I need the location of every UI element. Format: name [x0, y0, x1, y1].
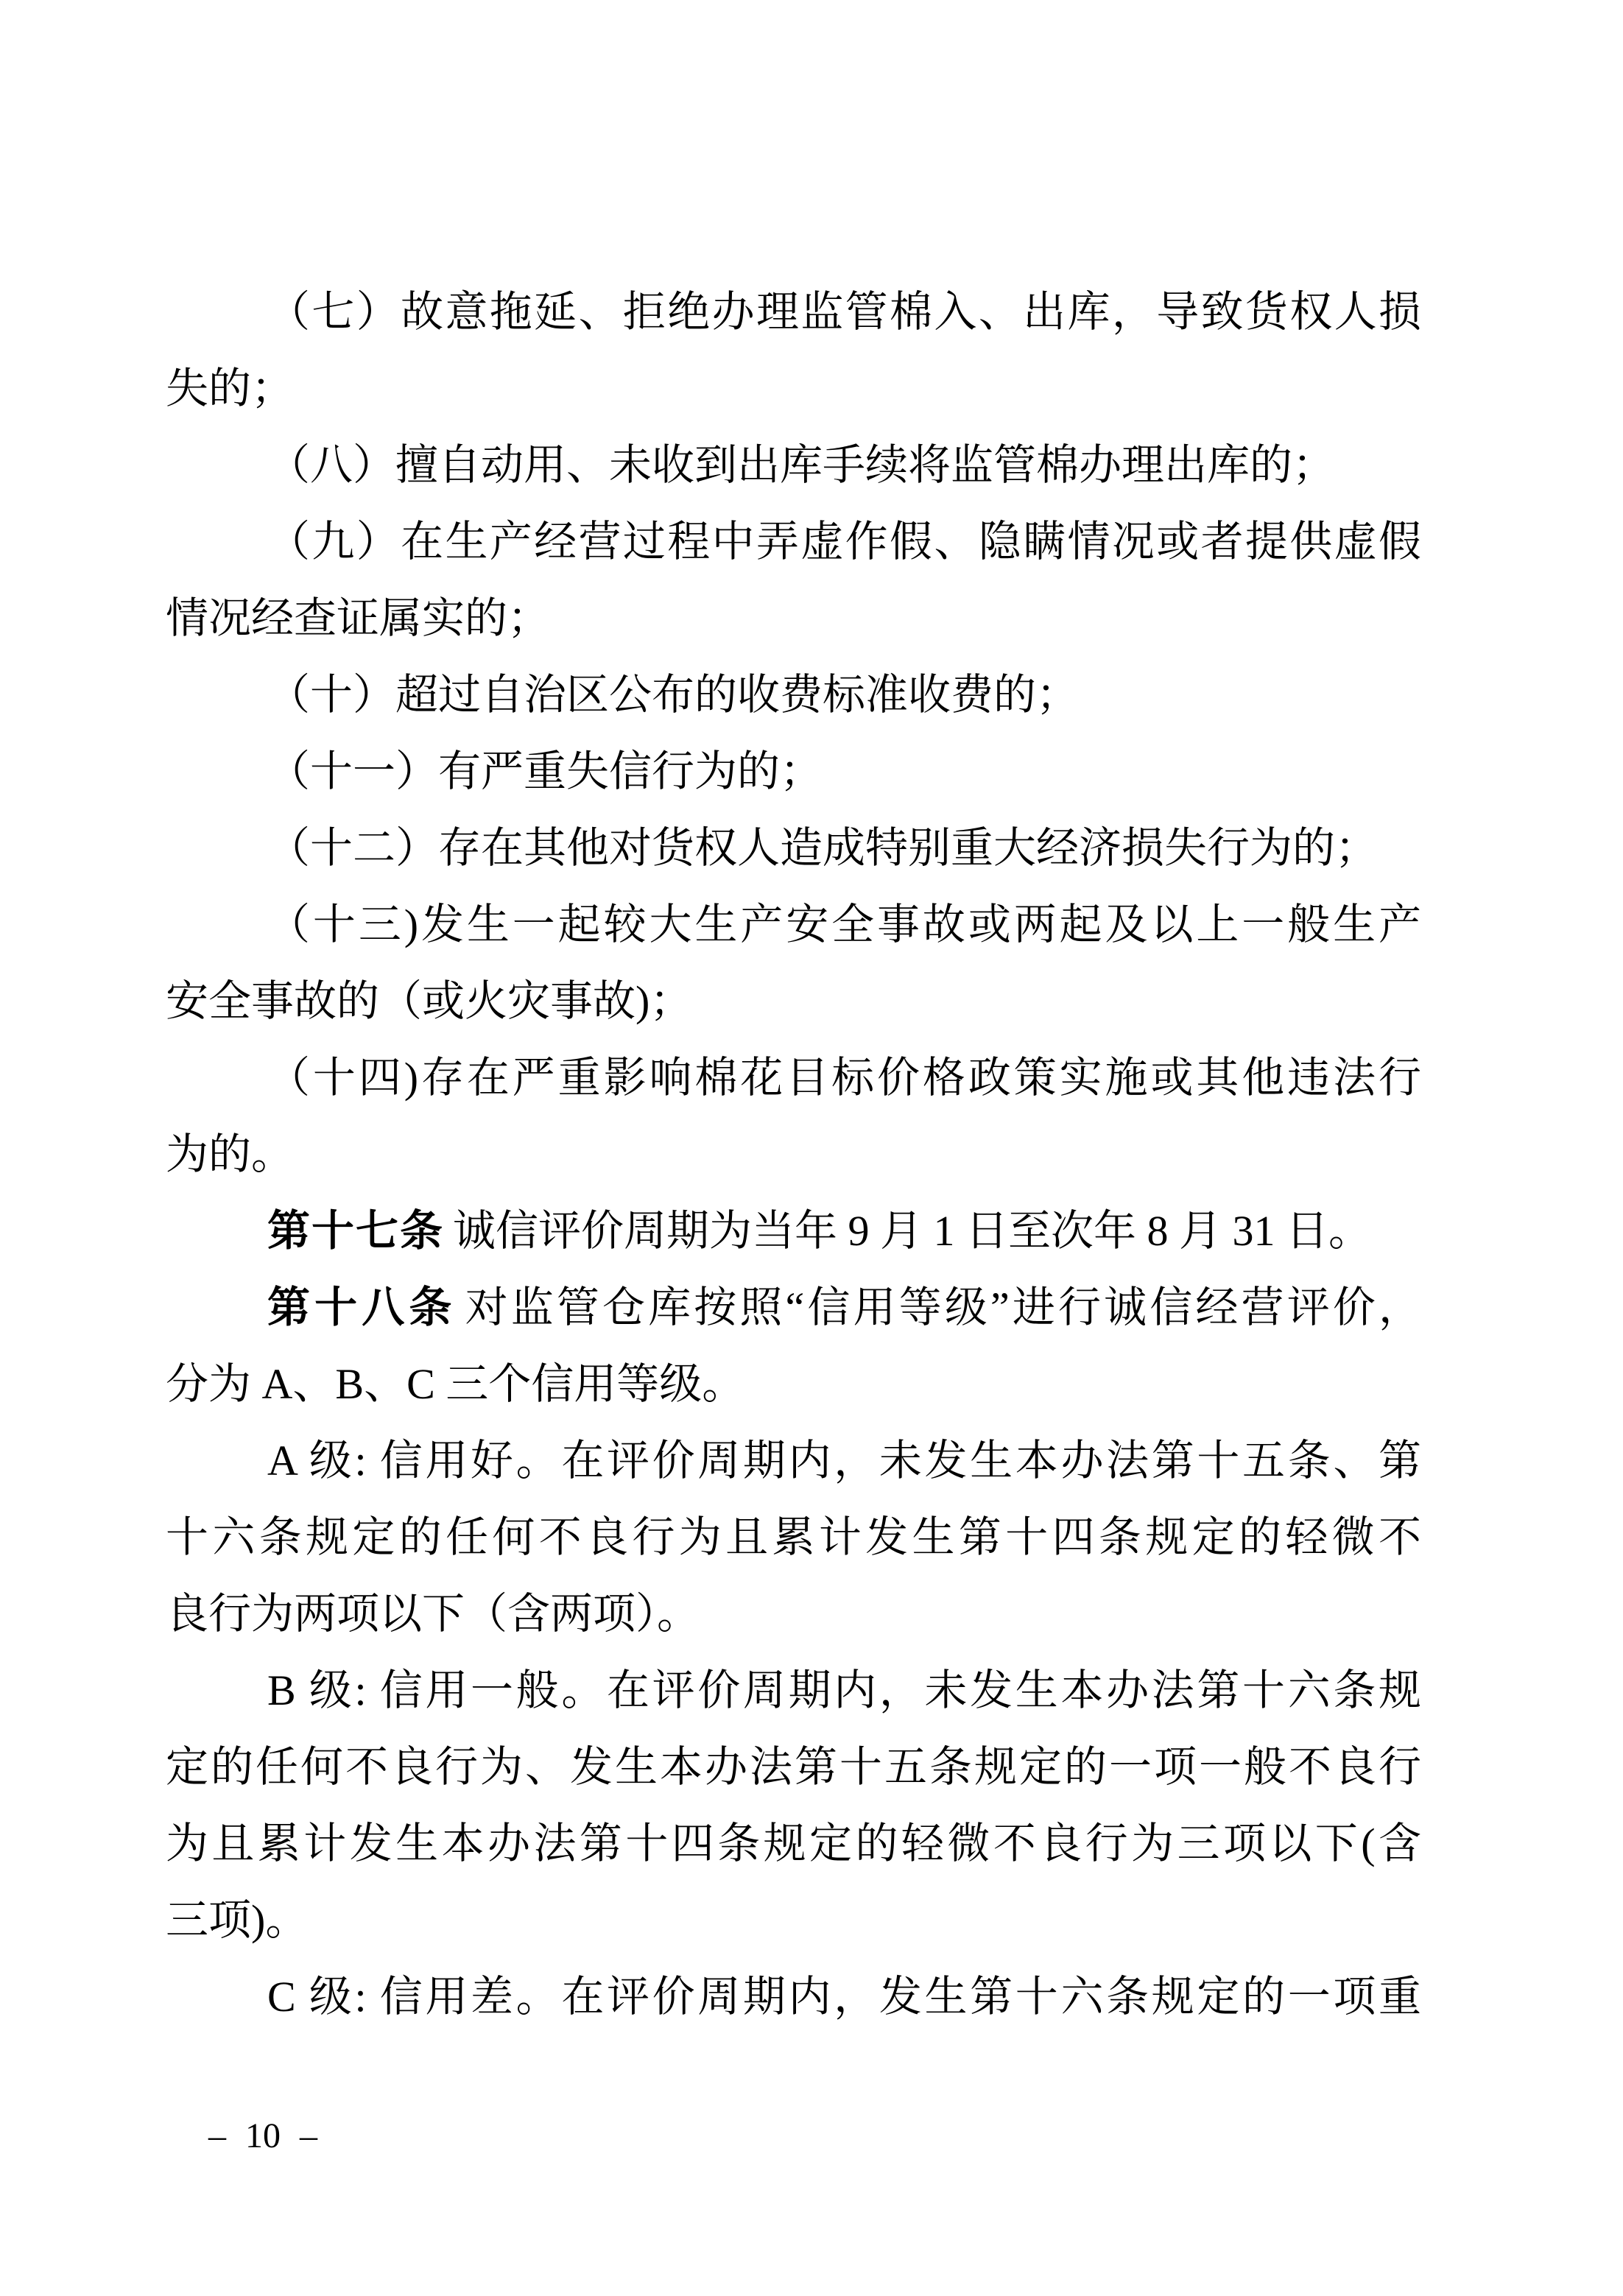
- text-line: 三项)。: [166, 1896, 309, 1944]
- paragraph: [166, 733, 1421, 810]
- text-line: （十二）存在其他对货权人造成特别重大经济损失行为的；: [267, 824, 1379, 872]
- text-line: 定的任何不良行为、发生本办法第十五条规定的一项一般不良行: [166, 1743, 1421, 1791]
- text-line: 失的；: [166, 365, 295, 412]
- text-line: C 级: 信用差。在评价周期内，发生第十六条规定的一项重: [267, 1973, 1421, 2021]
- paragraph: [166, 1652, 1421, 1959]
- text-line: 良行为两项以下（含两项）。: [166, 1590, 700, 1638]
- text-line: 情况经查证属实的；: [166, 594, 551, 642]
- text-line: （十三)发生一起较大生产安全事故或两起及以上一般生产: [267, 901, 1421, 948]
- text-line: （九）在生产经营过程中弄虚作假、隐瞒情况或者提供虚假: [267, 518, 1421, 566]
- paragraph: [166, 1423, 1421, 1652]
- paragraph: [166, 427, 1421, 504]
- paragraph: [166, 1193, 1421, 1270]
- paragraph: [166, 274, 1421, 427]
- article-heading: 第十七条: [267, 1207, 445, 1255]
- text-line: 为且累计发生本办法第十四条规定的轻微不良行为三项以下(含: [166, 1820, 1421, 1867]
- paragraph: [166, 887, 1421, 1040]
- text-line: （十一）有严重失信行为的；: [267, 747, 823, 795]
- text-line: 十六条规定的任何不良行为且累计发生第十四条规定的轻微不: [166, 1513, 1421, 1561]
- paragraph: [166, 657, 1421, 733]
- text-line: B 级: 信用一般。在评价周期内，未发生本办法第十六条规: [267, 1666, 1421, 1714]
- text-line: A 级: 信用好。在评价周期内，未发生本办法第十五条、第: [267, 1437, 1421, 1485]
- document-body: [166, 274, 1421, 2035]
- text-line: 分为 A、B、C 三个信用等级。: [166, 1360, 745, 1408]
- paragraph: [166, 1040, 1421, 1193]
- text-line: 第十七条 诚信评价周期为当年 9 月 1 日至次年 8 月 31 日。: [267, 1207, 1372, 1255]
- paragraph: [166, 810, 1421, 887]
- article-heading: 第十八条: [267, 1283, 457, 1331]
- text-line: 为的。: [166, 1130, 295, 1178]
- paragraph: [166, 1959, 1421, 2035]
- paragraph: [166, 1270, 1421, 1423]
- text-line: （十四)存在严重影响棉花目标价格政策实施或其他违法行: [267, 1054, 1421, 1102]
- page-number: – 10 –: [208, 2116, 317, 2155]
- text-line: 安全事故的（或火灾事故)；: [166, 977, 693, 1025]
- text-line: （八）擅自动用、未收到出库手续将监管棉办理出库的；: [267, 441, 1336, 489]
- text-line: 第十八条 对监管仓库按照“信用等级”进行诚信经营评价，: [267, 1283, 1421, 1331]
- text-line: （七）故意拖延、拒绝办理监管棉入、出库，导致货权人损: [267, 288, 1421, 336]
- text-line: （十）超过自治区公布的收费标准收费的；: [267, 671, 1080, 719]
- paragraph: [166, 504, 1421, 657]
